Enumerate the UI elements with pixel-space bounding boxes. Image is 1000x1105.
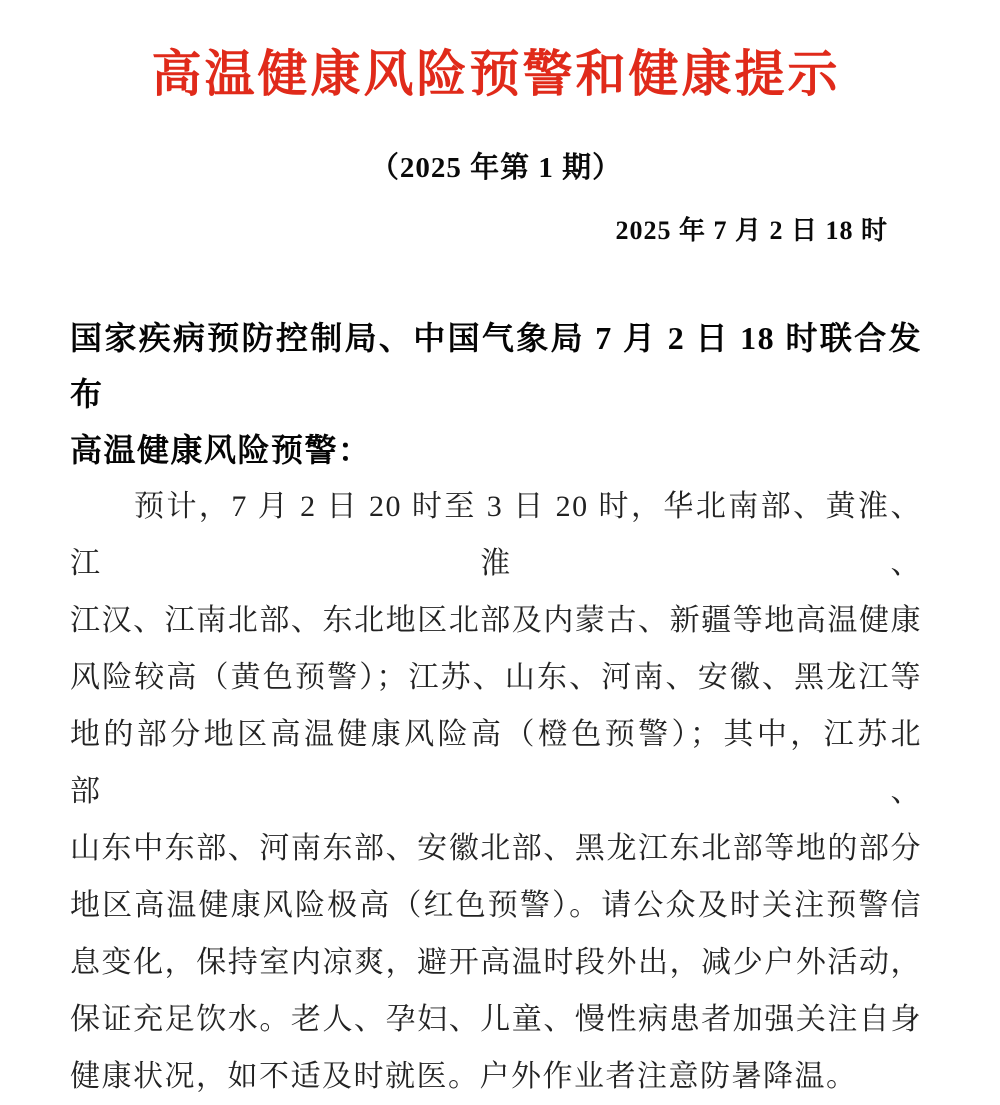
issue-number: （2025 年第 1 期）: [369, 152, 623, 184]
body-line: 预计，7 月 2 日 20 时至 3 日 20 时，华北南部、黄淮、江淮、: [70, 490, 922, 580]
body-line: 息变化，保持室内凉爽，避开高温时段外出，减少户外活动，: [70, 946, 922, 979]
announcement-heading: [70, 310, 922, 478]
body-line: 地区高温健康风险极高（红色预警）。请公众及时关注预警信: [70, 889, 922, 922]
announcement-line: 国家疾病预防控制局、中国气象局 7 月 2 日 18 时联合发布: [70, 320, 922, 412]
body-line: 地的部分地区高温健康风险高（橙色预警）；其中，江苏北部、: [70, 718, 922, 808]
publish-datetime: 2025 年 7 月 2 日 18 时: [615, 216, 888, 245]
body-paragraph: [70, 478, 922, 1105]
body-line: 风险较高（黄色预警）；江苏、山东、河南、安徽、黑龙江等: [70, 661, 922, 694]
body-line: 山东中东部、河南东部、安徽北部、黑龙江东北部等地的部分: [70, 832, 922, 865]
body-line: 保证充足饮水。老人、孕妇、儿童、慢性病患者加强关注自身: [70, 1003, 922, 1036]
body-line: 江汉、江南北部、东北地区北部及内蒙古、新疆等地高温健康: [70, 604, 922, 637]
document-title: 高温健康风险预警和健康提示: [151, 46, 841, 102]
announcement-line: 高温健康风险预警：: [70, 432, 372, 468]
body-line: 健康状况，如不适及时就医。户外作业者注意防暑降温。: [70, 1060, 858, 1093]
